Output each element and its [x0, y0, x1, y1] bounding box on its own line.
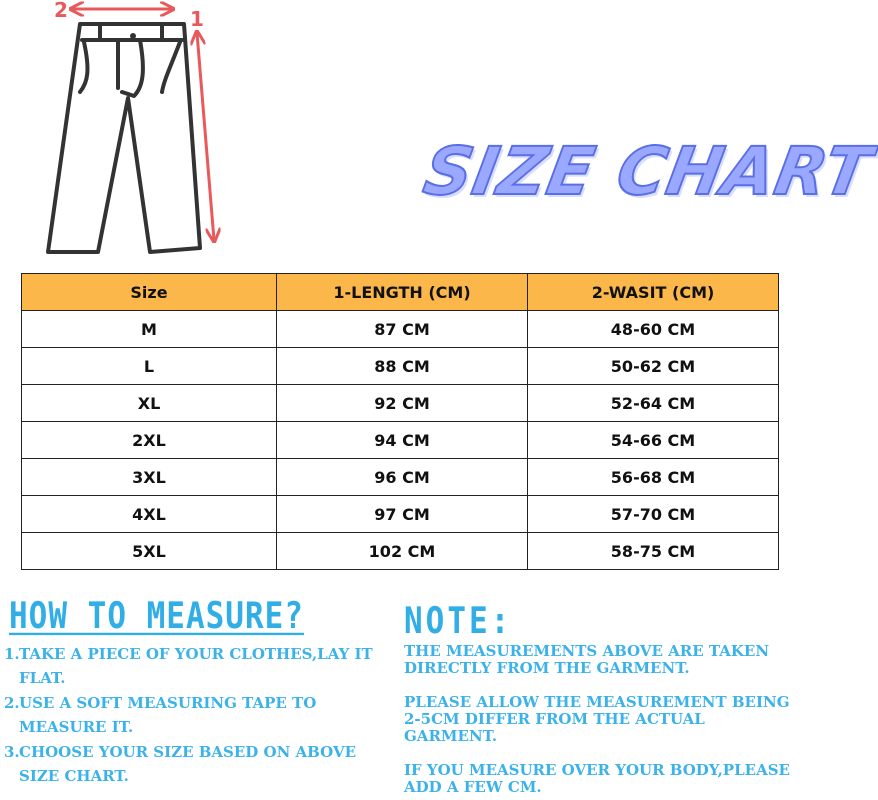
how-to-measure-heading: HOW TO MEASURE?	[9, 595, 304, 638]
cell-length: 92 CM	[277, 385, 528, 422]
note-paragraph: PLEASE ALLOW THE MEASUREMENT BEING 2-5CM DIFFER FROM THE ACTUAL GARMENT.	[404, 693, 790, 745]
note-paragraph: IF YOU MEASURE OVER YOUR BODY,PLEASE ADD A FEW CM.	[404, 761, 790, 796]
cell-waist: 57-70 CM	[528, 496, 779, 533]
cell-length: 102 CM	[277, 533, 528, 570]
length-arrow-icon	[197, 33, 214, 240]
cell-size: M	[22, 311, 277, 348]
size-chart-title: SIZE CHART	[418, 133, 878, 210]
table-row	[22, 348, 779, 385]
cell-size: 4XL	[22, 496, 277, 533]
cell-length: 88 CM	[277, 348, 528, 385]
cell-waist: 56-68 CM	[528, 459, 779, 496]
cell-length: 96 CM	[277, 459, 528, 496]
header-size: Size	[22, 274, 277, 311]
step-number: 1.	[4, 645, 20, 663]
cell-length: 97 CM	[277, 496, 528, 533]
header-length: 1-LENGTH (CM)	[277, 274, 528, 311]
header-waist: 2-WASIT (CM)	[528, 274, 779, 311]
list-item	[4, 642, 384, 690]
step-number: 3.	[4, 743, 20, 761]
list-item	[4, 740, 384, 788]
table-row	[22, 385, 779, 422]
cell-size: L	[22, 348, 277, 385]
note-paragraph: THE MEASUREMENTS ABOVE ARE TAKEN DIRECTLY FROM THE GARMENT.	[404, 642, 770, 677]
length-label: 1	[190, 7, 204, 31]
cell-size: 5XL	[22, 533, 277, 570]
table-row	[22, 533, 779, 570]
cell-waist: 50-62 CM	[528, 348, 779, 385]
how-to-measure-list	[4, 642, 384, 789]
table-row	[22, 459, 779, 496]
step-text: CHOOSE YOUR SIZE BASED ON ABOVE SIZE CHART.	[19, 743, 357, 785]
table-header-row	[22, 274, 779, 311]
note-heading: NOTE:	[404, 600, 513, 643]
waist-label: 2	[54, 0, 68, 22]
pants-diagram-icon	[0, 0, 260, 265]
cell-waist: 48-60 CM	[528, 311, 779, 348]
cell-length: 94 CM	[277, 422, 528, 459]
size-table	[21, 273, 779, 570]
cell-waist: 58-75 CM	[528, 533, 779, 570]
table-row	[22, 311, 779, 348]
cell-size: 2XL	[22, 422, 277, 459]
cell-size: 3XL	[22, 459, 277, 496]
step-number: 2.	[4, 694, 20, 712]
cell-size: XL	[22, 385, 277, 422]
cell-waist: 54-66 CM	[528, 422, 779, 459]
table-row	[22, 496, 779, 533]
cell-length: 87 CM	[277, 311, 528, 348]
table-row	[22, 422, 779, 459]
list-item	[4, 691, 384, 739]
step-text: USE A SOFT MEASURING TAPE TO MEASURE IT.	[19, 694, 317, 736]
cell-waist: 52-64 CM	[528, 385, 779, 422]
step-text: TAKE A PIECE OF YOUR CLOTHES,LAY IT FLAT.	[19, 645, 373, 687]
